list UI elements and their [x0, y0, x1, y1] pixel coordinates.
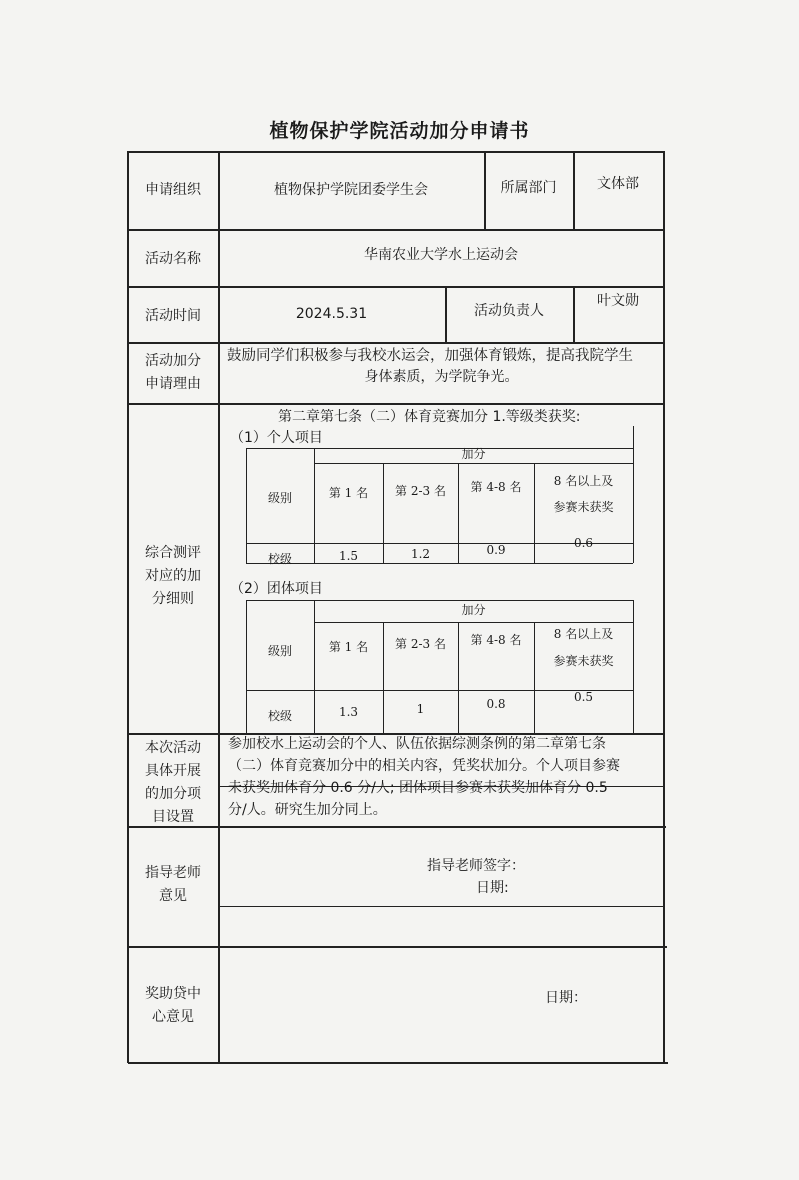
org-value: 植物保护学院团委学生会 [274, 182, 428, 198]
dept-value: 文体部 [597, 176, 639, 192]
detail-label-line: 对应的加 [145, 568, 201, 584]
leader-value: 叶文勋 [597, 293, 639, 309]
value-rank-4-8: 0.9 [486, 543, 506, 557]
time-label: 活动时间 [145, 308, 201, 324]
center-label [128, 983, 218, 1029]
time-value: 2024.5.31 [295, 306, 368, 322]
row-divider [128, 286, 664, 288]
score-header: 加分 [461, 603, 486, 617]
col-rank-1: 第 1 名 [328, 486, 369, 500]
setup-line-1: 参加校水上运动会的个人、队伍依据综测条例的第二章第七条 [228, 736, 606, 752]
score-header: 加分 [461, 447, 486, 461]
detail-label-line: 分细则 [152, 591, 194, 607]
reason-label-line: 申请理由 [145, 376, 201, 392]
org-label: 申请组织 [145, 182, 201, 198]
team-caption: （2）团体项目 [230, 581, 323, 597]
col-rank-4-8: 第 4-8 名 [470, 633, 522, 647]
row-divider [128, 342, 664, 344]
setup-line-3: 未获奖加体育分 0.6 分/人; 团体项目参赛未获奖加体育分 0.5 [228, 780, 608, 796]
col-rank-8-plus: 8 名以上及 [553, 474, 614, 488]
reason-label [128, 350, 218, 396]
teacher-label-line: 意见 [159, 888, 187, 904]
reason-line-2: 身体素质，为学院争光。 [364, 369, 519, 385]
col-rank-8-plus-line2: 参赛未获奖 [553, 654, 614, 668]
individual-caption: （1）个人项目 [230, 430, 323, 446]
label-column-divider [218, 151, 220, 1063]
row-label-school: 校级 [267, 552, 292, 566]
value-rank-2-3: 1.2 [410, 547, 431, 561]
reason-line-1: 鼓励同学们积极参与我校水运会，加强体育锻炼，提高我院学生 [227, 348, 633, 364]
col-rank-2-3: 第 2-3 名 [395, 637, 446, 651]
level-header: 级别 [267, 491, 292, 505]
detail-heading: 第二章第七条（二）体育竞赛加分 1.等级类获奖: [278, 409, 581, 425]
col-rank-2-3: 第 2-3 名 [395, 484, 446, 498]
center-label-line: 奖助贷中 [145, 986, 201, 1002]
teacher-label-line: 指导老师 [145, 865, 201, 881]
col-rank-8-plus: 8 名以上及 [553, 627, 614, 641]
setup-label [128, 737, 218, 829]
table-line [633, 426, 634, 563]
activity-label: 活动名称 [145, 251, 201, 267]
leader-label: 活动负责人 [474, 303, 544, 319]
detail-label [128, 542, 218, 611]
center-label-line: 心意见 [152, 1009, 194, 1025]
teacher-date: 日期: [476, 880, 509, 896]
center-date: 日期： [545, 990, 587, 1006]
level-header: 级别 [267, 644, 292, 658]
value-rank-1: 1.5 [338, 549, 359, 563]
col-rank-1: 第 1 名 [328, 640, 369, 654]
value-rank-8-plus: 0.5 [573, 690, 594, 704]
value-rank-1: 1.3 [338, 705, 359, 719]
setup-line-4: 分/人。研究生加分同上。 [228, 802, 387, 818]
teacher-signature: 指导老师签字： [427, 858, 525, 874]
col-rank-4-8: 第 4-8 名 [470, 480, 522, 494]
setup-label-line: 具体开展 [145, 763, 201, 779]
row-label-school: 校级 [267, 709, 292, 723]
frame-bottom [128, 1062, 668, 1064]
row-divider [128, 946, 667, 948]
reason-label-line: 活动加分 [145, 353, 201, 369]
row-divider [128, 403, 664, 405]
table-line [314, 622, 633, 623]
setup-label-line: 的加分项 [145, 786, 201, 802]
detail-label-line: 综合测评 [145, 545, 201, 561]
frame-top [128, 151, 665, 153]
teacher-underline [218, 906, 665, 907]
form-title: 植物保护学院活动加分申请书 [269, 120, 530, 142]
teacher-label [128, 862, 218, 908]
value-rank-2-3: 1 [416, 702, 425, 716]
value-rank-8-plus: 0.6 [573, 536, 594, 550]
frame-right [663, 151, 665, 1063]
row-divider [128, 229, 664, 231]
dept-label: 所属部门 [500, 180, 557, 196]
setup-label-line: 本次活动 [145, 740, 201, 756]
value-rank-4-8: 0.8 [486, 697, 506, 711]
col-rank-8-plus-line2: 参赛未获奖 [553, 500, 614, 514]
setup-label-line: 目设置 [152, 809, 194, 825]
activity-value: 华南农业大学水上运动会 [364, 247, 518, 263]
setup-line-2: （二）体育竞赛加分中的相关内容，凭奖状加分。个人项目参赛 [228, 758, 620, 774]
table-line [633, 600, 634, 733]
